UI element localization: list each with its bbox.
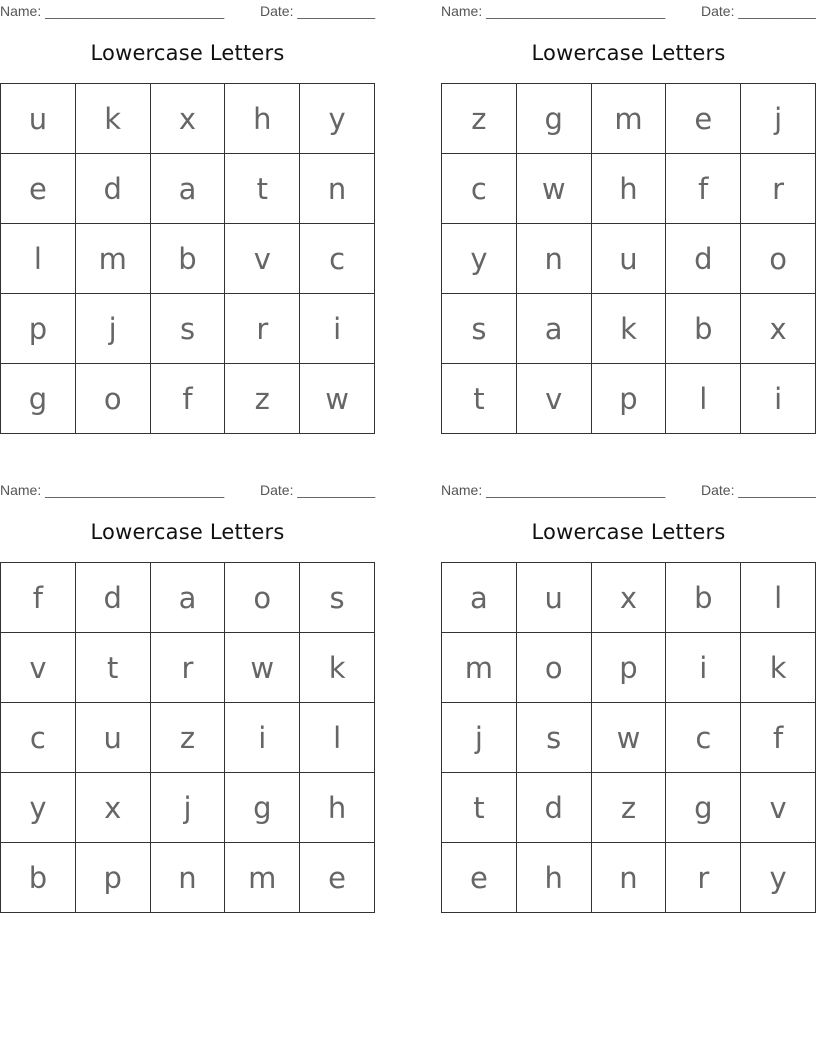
- letter-cell: z: [225, 364, 300, 434]
- letter-cell: a: [151, 154, 226, 224]
- letter-cell: i: [300, 294, 375, 364]
- letter-cell: e: [300, 843, 375, 913]
- letter-cell: s: [151, 294, 226, 364]
- letter-cell: g: [666, 773, 741, 843]
- letter-cell: h: [225, 84, 300, 154]
- letter-cell: g: [517, 84, 592, 154]
- letter-cell: u: [1, 84, 76, 154]
- letter-cell: c: [1, 703, 76, 773]
- letter-cell: i: [666, 633, 741, 703]
- letter-cell: b: [666, 294, 741, 364]
- letter-cell: l: [1, 224, 76, 294]
- letter-cell: v: [517, 364, 592, 434]
- worksheet-header: [0, 479, 375, 501]
- letter-cell: r: [151, 633, 226, 703]
- letter-cell: x: [151, 84, 226, 154]
- letter-cell: e: [442, 843, 517, 913]
- letter-cell: b: [1, 843, 76, 913]
- letter-cell: f: [151, 364, 226, 434]
- letter-cell: l: [741, 563, 816, 633]
- letter-cell: k: [741, 633, 816, 703]
- letter-cell: y: [442, 224, 517, 294]
- letter-cell: c: [300, 224, 375, 294]
- worksheet-card: [441, 0, 816, 416]
- worksheet-title: Lowercase Letters: [90, 520, 285, 544]
- letter-cell: n: [151, 843, 226, 913]
- name-field-label: Name: _______________________: [0, 3, 225, 19]
- letter-cell: p: [76, 843, 151, 913]
- letter-cell: e: [1, 154, 76, 224]
- letter-cell: o: [741, 224, 816, 294]
- letter-cell: t: [76, 633, 151, 703]
- letter-cell: n: [592, 843, 667, 913]
- letter-cell: x: [592, 563, 667, 633]
- letter-cell: p: [1, 294, 76, 364]
- letter-cell: v: [225, 224, 300, 294]
- date-field-label: Date: __________: [701, 3, 816, 19]
- worksheet-card: [0, 0, 376, 416]
- letter-cell: f: [666, 154, 741, 224]
- worksheet-card: [0, 479, 376, 895]
- letter-cell: y: [1, 773, 76, 843]
- letter-cell: o: [517, 633, 592, 703]
- letter-cell: v: [741, 773, 816, 843]
- name-field-label: Name: _______________________: [441, 3, 666, 19]
- letter-cell: z: [592, 773, 667, 843]
- letter-cell: n: [517, 224, 592, 294]
- worksheet-header: [0, 0, 375, 22]
- letter-cell: u: [76, 703, 151, 773]
- letter-cell: d: [76, 154, 151, 224]
- letter-grid: [0, 83, 375, 434]
- letter-cell: t: [442, 773, 517, 843]
- letter-cell: j: [741, 84, 816, 154]
- letter-cell: h: [300, 773, 375, 843]
- letter-cell: k: [76, 84, 151, 154]
- letter-cell: h: [517, 843, 592, 913]
- letter-cell: g: [225, 773, 300, 843]
- worksheet-card: [441, 479, 816, 895]
- letter-grid: [441, 83, 816, 434]
- letter-cell: d: [666, 224, 741, 294]
- letter-cell: o: [225, 563, 300, 633]
- letter-cell: j: [442, 703, 517, 773]
- letter-cell: a: [151, 563, 226, 633]
- letter-cell: m: [225, 843, 300, 913]
- letter-cell: g: [1, 364, 76, 434]
- letter-cell: y: [300, 84, 375, 154]
- letter-cell: m: [76, 224, 151, 294]
- date-field-label: Date: __________: [260, 3, 376, 19]
- letter-cell: w: [225, 633, 300, 703]
- letter-cell: b: [151, 224, 226, 294]
- worksheet-header: [441, 479, 816, 501]
- letter-cell: s: [300, 563, 375, 633]
- letter-cell: s: [517, 703, 592, 773]
- letter-cell: s: [442, 294, 517, 364]
- worksheet-title: Lowercase Letters: [531, 41, 726, 65]
- letter-cell: v: [1, 633, 76, 703]
- letter-cell: a: [517, 294, 592, 364]
- letter-cell: j: [76, 294, 151, 364]
- letter-cell: p: [592, 633, 667, 703]
- letter-cell: i: [741, 364, 816, 434]
- letter-cell: i: [225, 703, 300, 773]
- letter-cell: k: [592, 294, 667, 364]
- letter-cell: n: [300, 154, 375, 224]
- letter-cell: m: [442, 633, 517, 703]
- date-field-label: Date: __________: [701, 482, 816, 498]
- letter-cell: c: [442, 154, 517, 224]
- letter-cell: p: [592, 364, 667, 434]
- letter-cell: l: [300, 703, 375, 773]
- letter-cell: m: [592, 84, 667, 154]
- date-field-label: Date: __________: [260, 482, 376, 498]
- letter-cell: u: [517, 563, 592, 633]
- letter-cell: y: [741, 843, 816, 913]
- letter-cell: x: [741, 294, 816, 364]
- letter-cell: r: [741, 154, 816, 224]
- letter-cell: b: [666, 563, 741, 633]
- letter-cell: l: [666, 364, 741, 434]
- letter-cell: w: [300, 364, 375, 434]
- letter-cell: j: [151, 773, 226, 843]
- letter-cell: w: [517, 154, 592, 224]
- letter-cell: d: [76, 563, 151, 633]
- letter-cell: t: [225, 154, 300, 224]
- name-field-label: Name: _______________________: [441, 482, 666, 498]
- letter-cell: z: [442, 84, 517, 154]
- worksheet-title: Lowercase Letters: [90, 41, 285, 65]
- letter-cell: o: [76, 364, 151, 434]
- worksheet-title: Lowercase Letters: [531, 520, 726, 544]
- letter-cell: u: [592, 224, 667, 294]
- letter-cell: c: [666, 703, 741, 773]
- letter-cell: f: [741, 703, 816, 773]
- letter-cell: f: [1, 563, 76, 633]
- worksheet-header: [441, 0, 816, 22]
- letter-cell: k: [300, 633, 375, 703]
- letter-grid: [0, 562, 375, 913]
- letter-cell: w: [592, 703, 667, 773]
- letter-cell: t: [442, 364, 517, 434]
- letter-cell: x: [76, 773, 151, 843]
- letter-grid: [441, 562, 816, 913]
- letter-cell: r: [666, 843, 741, 913]
- letter-cell: a: [442, 563, 517, 633]
- letter-cell: z: [151, 703, 226, 773]
- letter-cell: d: [517, 773, 592, 843]
- letter-cell: e: [666, 84, 741, 154]
- letter-cell: h: [592, 154, 667, 224]
- name-field-label: Name: _______________________: [0, 482, 225, 498]
- letter-cell: r: [225, 294, 300, 364]
